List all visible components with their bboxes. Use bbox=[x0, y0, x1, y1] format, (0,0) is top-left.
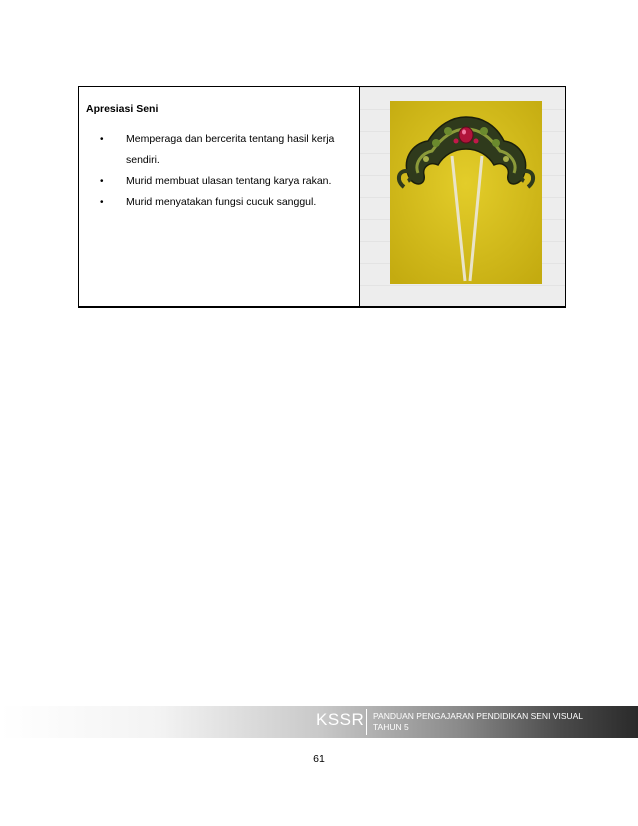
list-item bbox=[100, 192, 359, 213]
image-cell bbox=[360, 87, 565, 306]
footer-title-line2: TAHUN 5 bbox=[373, 722, 409, 732]
bullet-icon: • bbox=[100, 176, 104, 187]
list-item-text: Murid membuat ulasan tentang karya rakan. bbox=[126, 175, 332, 187]
list-item-text: Murid menyatakan fungsi cucuk sanggul. bbox=[126, 196, 317, 208]
section-title: Apresiasi Seni bbox=[86, 103, 159, 115]
activity-table bbox=[78, 86, 566, 308]
footer-brand-logo: KSSR bbox=[316, 710, 365, 729]
list-item bbox=[100, 129, 359, 171]
list-item-text: Memperaga dan bercerita tentang hasil kerja sendiri. bbox=[126, 133, 335, 166]
footer-title-line1: PANDUAN PENGAJARAN PENDIDIKAN SENI VISUAL bbox=[373, 711, 584, 721]
hair-ornament-photo bbox=[390, 101, 542, 284]
page-number: 61 bbox=[313, 753, 325, 765]
bullet-list bbox=[86, 129, 359, 213]
text-cell bbox=[79, 87, 360, 306]
footer-divider bbox=[366, 709, 367, 735]
list-item bbox=[100, 171, 359, 192]
bullet-icon: • bbox=[100, 134, 104, 145]
footer-title bbox=[373, 711, 583, 733]
bullet-icon: • bbox=[100, 197, 104, 208]
